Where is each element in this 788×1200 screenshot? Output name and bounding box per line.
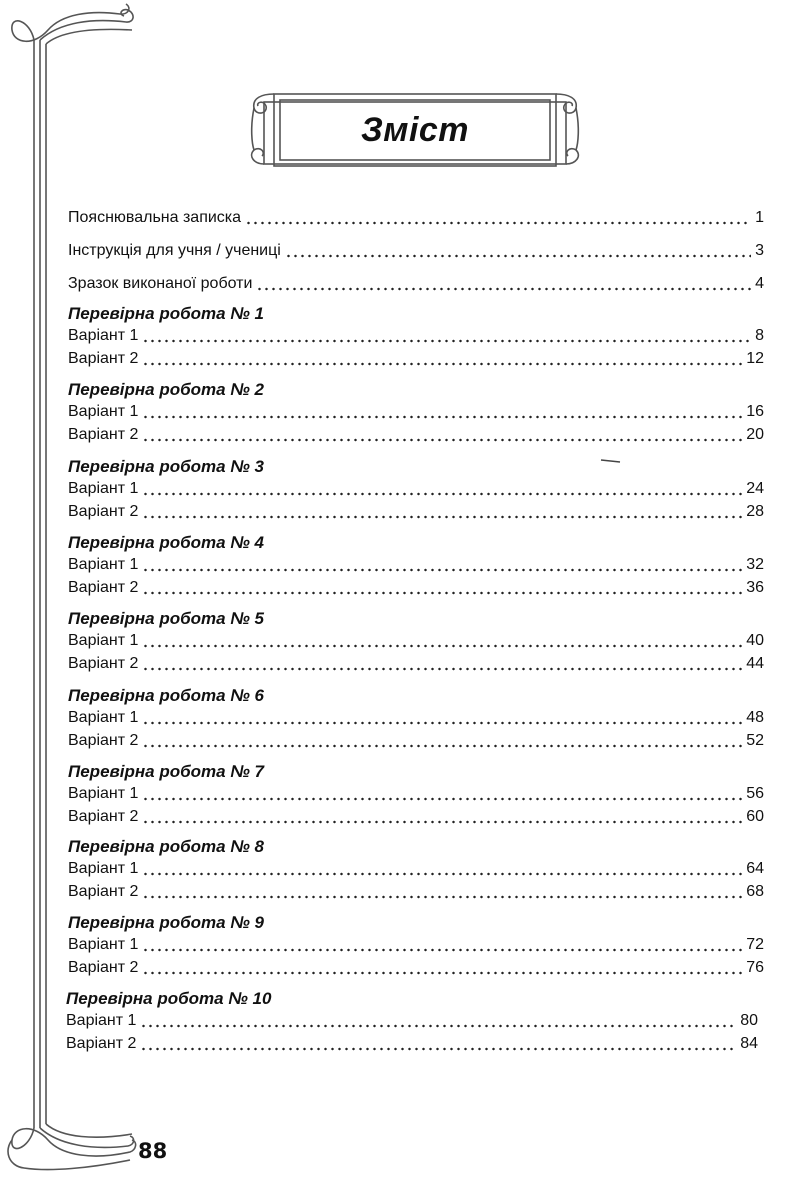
section-heading: Перевірна робота № 8 xyxy=(68,837,264,856)
toc-entry-label: Варіант 1 xyxy=(68,480,139,497)
toc-entry-page: 32 xyxy=(746,556,764,573)
section-heading: Перевірна робота № 10 xyxy=(66,989,272,1008)
page-title: Зміст xyxy=(360,110,470,149)
toc-entry-label: Варіант 2 xyxy=(68,426,139,443)
dot-leader xyxy=(142,482,742,496)
section-heading: Перевірна робота № 1 xyxy=(68,304,264,323)
dot-leader xyxy=(142,657,742,671)
toc-entry-label: Варіант 1 xyxy=(68,556,139,573)
toc-entry-label: Варіант 1 xyxy=(68,860,139,877)
title-plaque xyxy=(244,88,586,172)
toc-entry-page: 16 xyxy=(746,403,764,420)
dot-leader xyxy=(142,428,742,442)
toc-entry-variant[interactable] xyxy=(68,729,764,751)
dot-leader xyxy=(256,277,751,291)
dot-leader xyxy=(285,244,751,258)
section-heading: Перевірна робота № 7 xyxy=(68,762,264,781)
toc-entry-label: Зразок виконаної роботи xyxy=(68,275,253,292)
toc-entry-page: 36 xyxy=(746,579,764,596)
dot-leader xyxy=(142,862,742,876)
toc-entry-page: 52 xyxy=(746,732,764,749)
toc-entry-variant[interactable] xyxy=(68,706,764,728)
toc-entry-page: 8 xyxy=(755,327,764,344)
dot-leader xyxy=(142,961,742,975)
toc-entry-label: Варіант 2 xyxy=(68,959,139,976)
toc-entry-variant[interactable] xyxy=(68,500,764,522)
toc-entry-page: 1 xyxy=(755,209,764,226)
toc-entry-page: 48 xyxy=(746,709,764,726)
toc-entry-variant[interactable] xyxy=(68,423,764,445)
dot-leader xyxy=(142,352,742,366)
toc-entry-page: 80 xyxy=(740,1012,758,1029)
section-heading: Перевірна робота № 6 xyxy=(68,686,264,705)
toc-entry-label: Варіант 2 xyxy=(68,350,139,367)
toc-entry-variant[interactable] xyxy=(68,880,764,902)
dot-leader xyxy=(245,211,751,225)
toc-entry-label: Варіант 2 xyxy=(68,655,139,672)
section-heading: Перевірна робота № 9 xyxy=(68,913,264,932)
toc-entry-label: Варіант 1 xyxy=(68,403,139,420)
dot-leader xyxy=(142,505,742,519)
toc-entry-page: 76 xyxy=(746,959,764,976)
toc-entry-page: 12 xyxy=(746,350,764,367)
toc-entry-page: 56 xyxy=(746,785,764,802)
dot-leader xyxy=(142,634,742,648)
toc-entry-label: Варіант 1 xyxy=(68,785,139,802)
dot-leader xyxy=(142,558,742,572)
toc-entry-page: 28 xyxy=(746,503,764,520)
toc-entry-page: 84 xyxy=(740,1035,758,1052)
toc-entry-page: 3 xyxy=(755,242,764,259)
dot-leader xyxy=(140,1037,736,1051)
toc-entry-variant[interactable] xyxy=(68,933,764,955)
toc-entry-variant[interactable] xyxy=(68,324,764,346)
toc-entry-variant[interactable] xyxy=(68,347,764,369)
toc-entry-label: Варіант 2 xyxy=(66,1035,137,1052)
toc-entry-variant[interactable] xyxy=(68,805,764,827)
toc-entry-label: Варіант 1 xyxy=(68,936,139,953)
toc-entry-label: Варіант 1 xyxy=(66,1012,137,1029)
toc-entry-variant[interactable] xyxy=(68,477,764,499)
toc-entry-label: Інструкція для учня / учениці xyxy=(68,242,281,259)
section-heading: Перевірна робота № 4 xyxy=(68,533,264,552)
dot-leader xyxy=(142,581,742,595)
toc-entry-label: Варіант 1 xyxy=(68,709,139,726)
toc-entry-label: Варіант 2 xyxy=(68,579,139,596)
dot-leader xyxy=(142,405,742,419)
dot-leader xyxy=(142,787,742,801)
toc-entry-student-instructions[interactable] xyxy=(68,239,764,261)
toc-entry-variant[interactable] xyxy=(68,553,764,575)
toc-entry-label: Варіант 2 xyxy=(68,503,139,520)
toc-entry-variant[interactable] xyxy=(68,576,764,598)
toc-entry-explanatory-note[interactable] xyxy=(68,206,764,228)
dot-leader xyxy=(140,1014,736,1028)
toc-entry-page: 24 xyxy=(746,480,764,497)
section-heading: Перевірна робота № 3 xyxy=(68,457,264,476)
toc-entry-sample-work[interactable] xyxy=(68,272,764,294)
toc-entry-variant[interactable] xyxy=(68,629,764,651)
stray-pen-mark xyxy=(600,458,622,464)
section-heading: Перевірна робота № 5 xyxy=(68,609,264,628)
dot-leader xyxy=(142,329,751,343)
toc-entry-label: Варіант 2 xyxy=(68,732,139,749)
toc-entry-page: 72 xyxy=(746,936,764,953)
dot-leader xyxy=(142,810,742,824)
toc-entry-variant[interactable] xyxy=(66,1009,758,1031)
toc-entry-variant[interactable] xyxy=(68,857,764,879)
toc-entry-variant[interactable] xyxy=(66,1032,758,1054)
toc-entry-variant[interactable] xyxy=(68,956,764,978)
toc-entry-page: 64 xyxy=(746,860,764,877)
toc-entry-page: 4 xyxy=(755,275,764,292)
toc-entry-label: Варіант 1 xyxy=(68,327,139,344)
toc-entry-variant[interactable] xyxy=(68,400,764,422)
toc-entry-page: 40 xyxy=(746,632,764,649)
toc-entry-page: 20 xyxy=(746,426,764,443)
dot-leader xyxy=(142,734,742,748)
toc-entry-label: Варіант 1 xyxy=(68,632,139,649)
dot-leader xyxy=(142,885,742,899)
page-number: 88 xyxy=(138,1139,168,1163)
toc-entry-page: 68 xyxy=(746,883,764,900)
toc-entry-page: 44 xyxy=(746,655,764,672)
toc-entry-page: 60 xyxy=(746,808,764,825)
dot-leader xyxy=(142,938,742,952)
toc-entry-variant[interactable] xyxy=(68,782,764,804)
toc-entry-label: Варіант 2 xyxy=(68,883,139,900)
toc-entry-variant[interactable] xyxy=(68,652,764,674)
dot-leader xyxy=(142,711,742,725)
section-heading: Перевірна робота № 2 xyxy=(68,380,264,399)
toc-entry-label: Варіант 2 xyxy=(68,808,139,825)
toc-entry-label: Пояснювальна записка xyxy=(68,209,242,226)
